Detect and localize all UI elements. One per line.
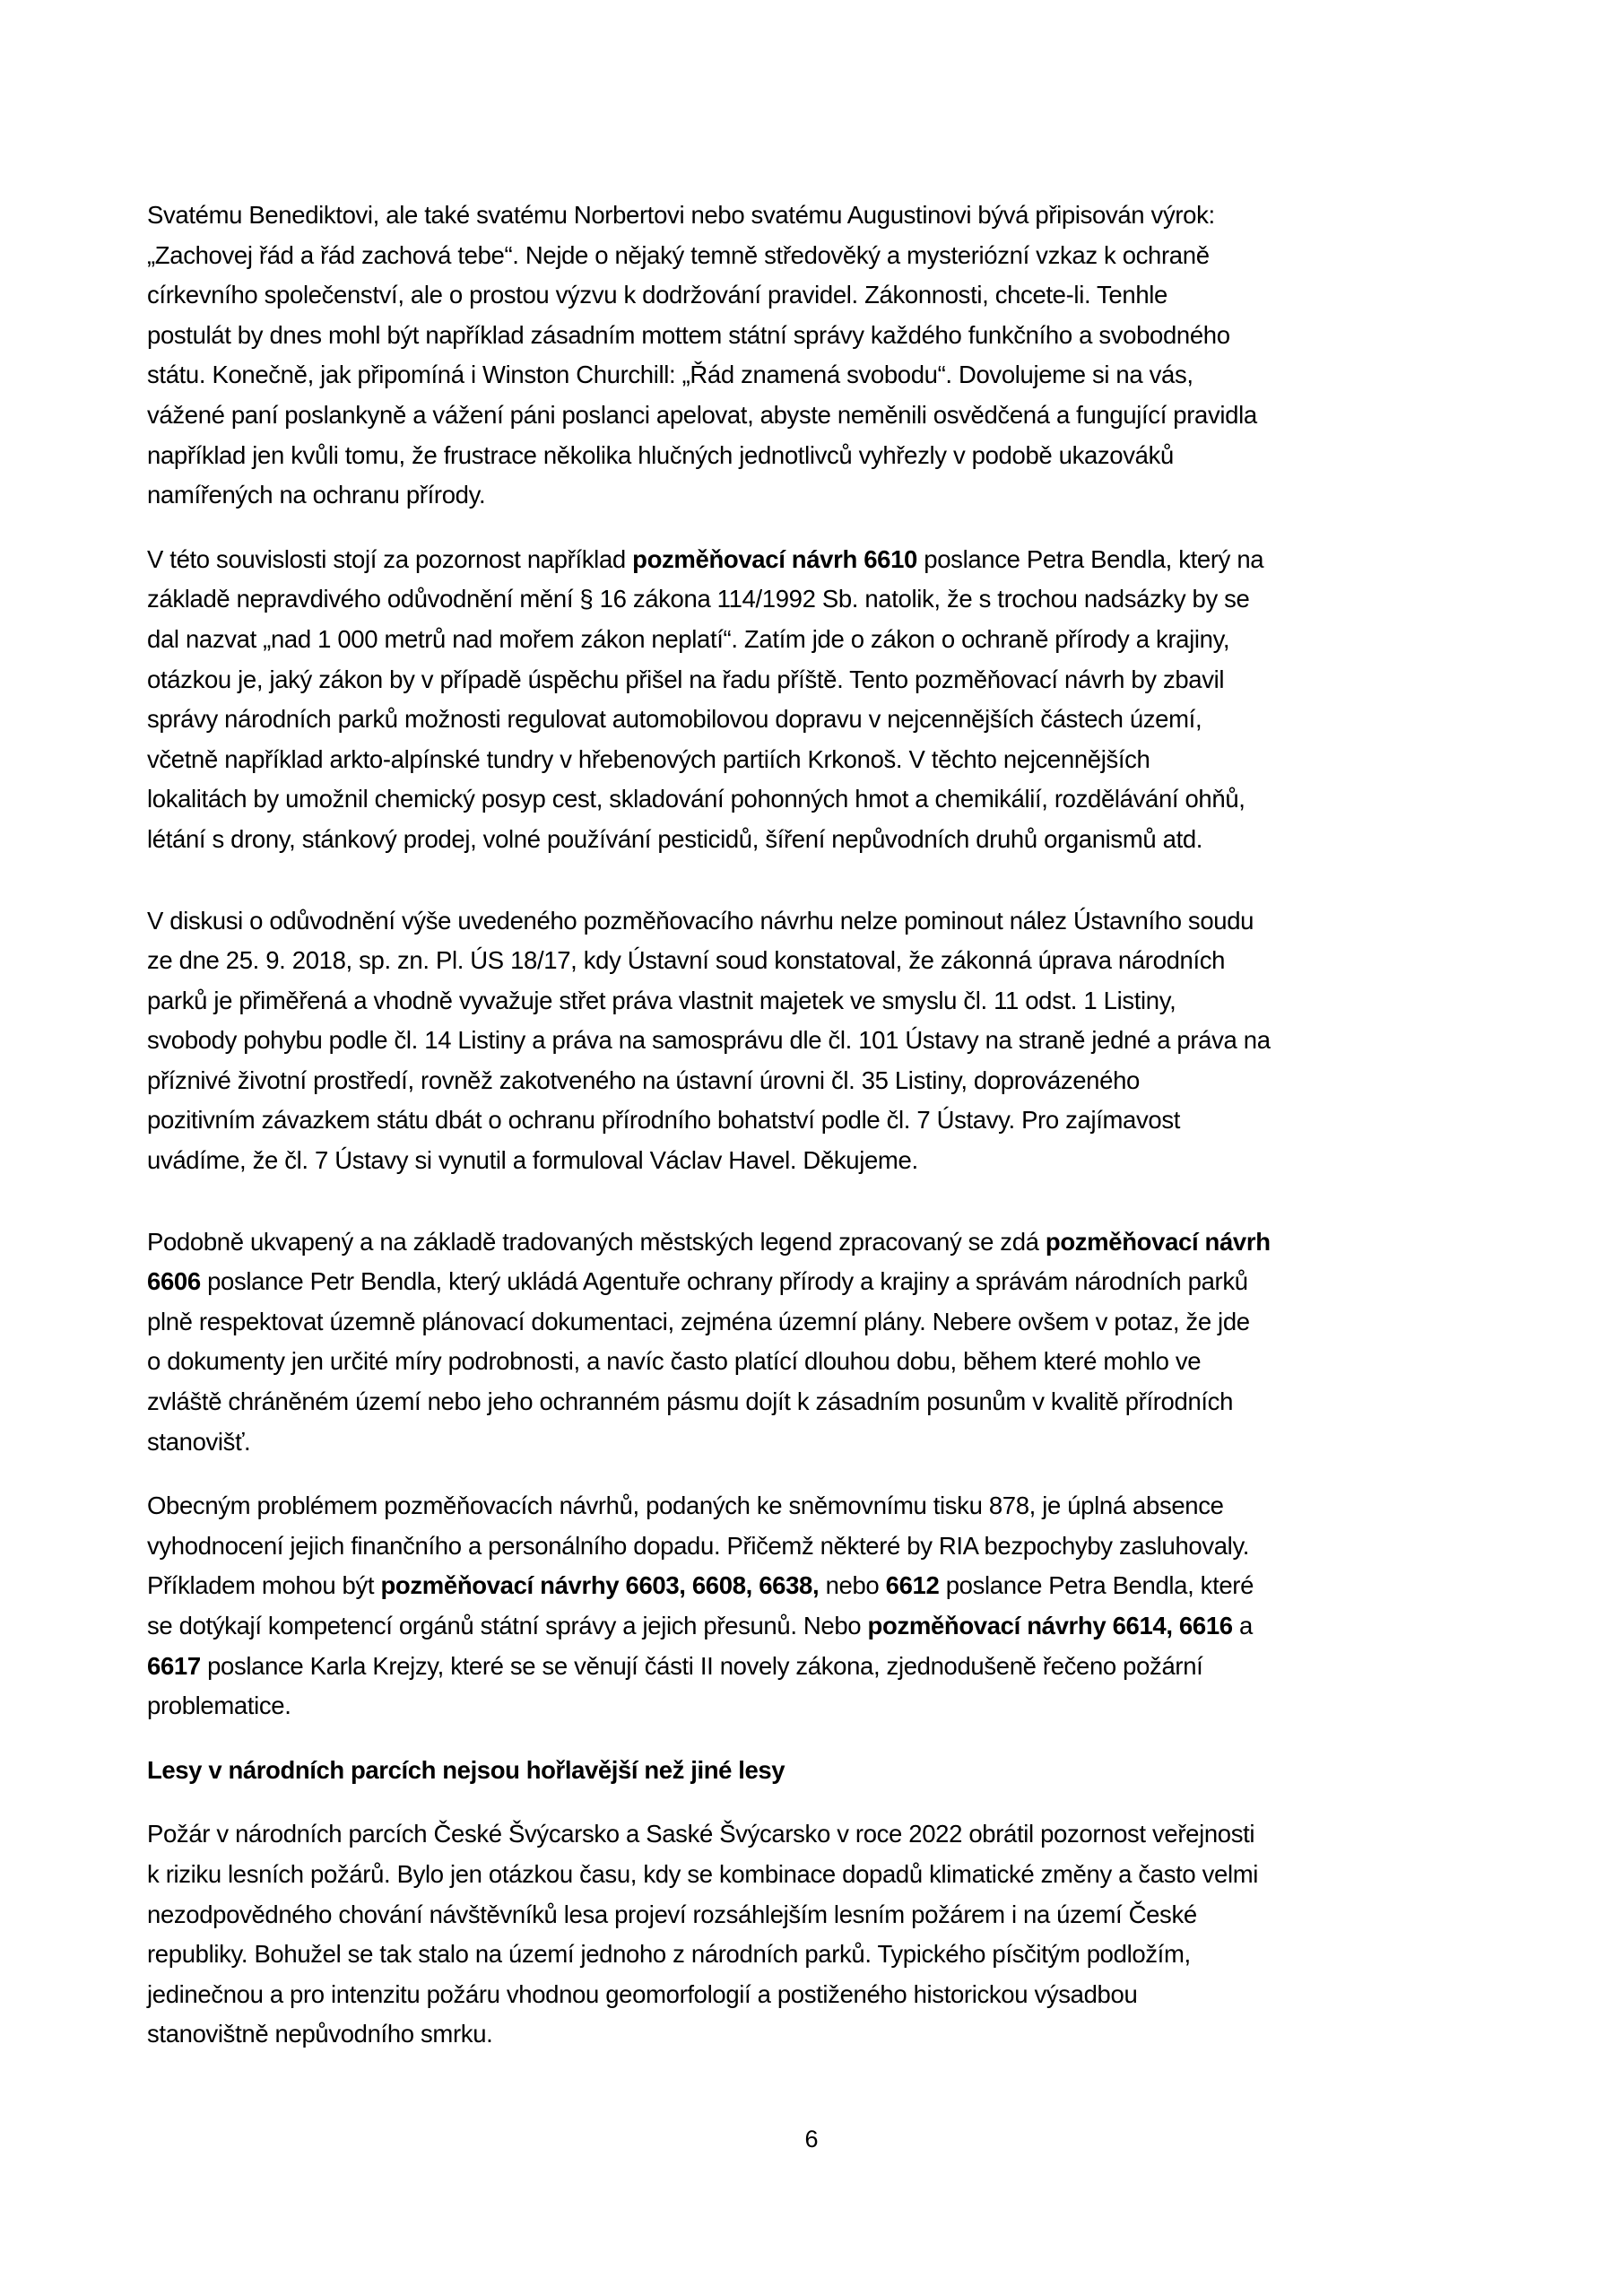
bold-reference: pozměňovací návrhy 6603, 6608, 6638, bbox=[380, 1571, 820, 1600]
text-run: Svatému Benediktovi, ale také svatému Norbertovi nebo svatému Augustinovi bývá připisován výrok: bbox=[147, 201, 1215, 229]
text-run: Požár v národních parcích České Švýcarsko a Saské Švýcarsko v roce 2022 obrátil pozornost veřejnosti bbox=[147, 1820, 1255, 1848]
text-run: se dotýkají kompetencí orgánů státní správy a jejich přesunů. Nebo bbox=[147, 1612, 868, 1639]
text-line bbox=[147, 1061, 1492, 1101]
text-line bbox=[147, 941, 1492, 981]
paragraph-impact-assessment bbox=[147, 1486, 1492, 1726]
text-line bbox=[147, 1975, 1492, 2015]
paragraph-amendment-6610 bbox=[147, 540, 1492, 860]
text-line bbox=[147, 316, 1492, 356]
text-run: a bbox=[1232, 1612, 1253, 1639]
text-line bbox=[147, 1895, 1492, 1935]
text-run: Podobně ukvapený a na základě tradovaných městských legend zpracovaný se zdá bbox=[147, 1227, 1046, 1256]
text-run: postulát by dnes mohl být například zásadním mottem státní správy každého funkčního a svobodného bbox=[147, 320, 1230, 349]
text-line bbox=[147, 1647, 1492, 1687]
text-line bbox=[147, 700, 1492, 740]
page-number: 6 bbox=[804, 2126, 819, 2152]
text-run: jedinečnou a pro intenzitu požáru vhodnou geomorfologií a postiženého historickou výsadbou bbox=[147, 1979, 1138, 2008]
text-run: pozitivním závazkem státu dbát o ochranu přírodního bohatství podle čl. 7 Ústavy. Pro zajímavost bbox=[147, 1106, 1181, 1135]
text-line bbox=[147, 475, 1492, 516]
text-line bbox=[147, 740, 1492, 780]
text-run: vyhodnocení jejich finančního a personálního dopadu. Přičemž některé by RIA bezpochyby zasluhovaly. bbox=[147, 1531, 1250, 1560]
paragraph-amendment-6606 bbox=[147, 1222, 1492, 1463]
paragraph-constitutional-court bbox=[147, 901, 1492, 1181]
text-run: dal nazvat „nad 1 000 metrů nad mořem zákon neplatí“. Zatím jde o zákon o ochraně přírody a krajiny, bbox=[147, 624, 1230, 653]
text-line bbox=[147, 1222, 1492, 1263]
text-line bbox=[147, 1262, 1492, 1302]
text-line bbox=[147, 660, 1492, 700]
text-line bbox=[147, 275, 1492, 316]
text-run: republiky. Bohužel se tak stalo na území jednoho z národních parků. Typického písčitým podložím, bbox=[147, 1940, 1191, 1969]
bold-reference: 6617 bbox=[147, 1651, 201, 1680]
text-run: nebo bbox=[819, 1571, 886, 1600]
text-run: V diskusi o odůvodnění výše uvedeného pozměňovacího návrhu nelze pominout nález Ústavního soudu bbox=[147, 906, 1254, 935]
text-run: poslance Karla Krejzy, které se se věnují části II novely zákona, zjednodušeně řečeno požární bbox=[200, 1651, 1203, 1680]
text-line bbox=[147, 236, 1492, 276]
text-line bbox=[147, 540, 1492, 580]
text-line bbox=[147, 1302, 1492, 1343]
text-run: „Zachovej řád a řád zachová tebe“. Nejde o nějaký temně středověký a mysteriózní vzkaz k ochraně bbox=[147, 240, 1210, 269]
text-line bbox=[147, 820, 1492, 860]
text-run: například jen kvůli tomu, že frustrace několika hlučných jednotlivců vyhřezly v podobě ukazováků bbox=[147, 440, 1174, 469]
text-run: k riziku lesních požárů. Bylo jen otázkou času, kdy se kombinace dopadů klimatické změny a často velmi bbox=[147, 1859, 1259, 1888]
text-line bbox=[147, 1342, 1492, 1382]
text-run: lokalitách by umožnil chemický posyp cest, skladování pohonných hmot a chemikálií, rozdělávání ohňů, bbox=[147, 785, 1245, 813]
paragraph-order-quote bbox=[147, 196, 1492, 516]
text-line bbox=[147, 1814, 1492, 1855]
bold-reference: pozměňovací návrhy 6614, 6616 bbox=[867, 1612, 1233, 1639]
text-run: stanovištně nepůvodního smrku. bbox=[147, 2020, 493, 2048]
text-line bbox=[147, 196, 1492, 236]
section-heading: Lesy v národních parcích nejsou hořlavější než jiné lesy bbox=[147, 1755, 785, 1784]
text-run: otázkou je, jaký zákon by v případě úspěchu přišel na řadu příště. Tento pozměňovací návrh by zbavil bbox=[147, 665, 1225, 693]
text-line bbox=[147, 1935, 1492, 1975]
text-line bbox=[147, 2014, 1492, 2055]
text-line bbox=[147, 1855, 1492, 1895]
text-line bbox=[147, 779, 1492, 820]
text-line bbox=[147, 1422, 1492, 1463]
text-line bbox=[147, 1021, 1492, 1061]
text-line bbox=[147, 1382, 1492, 1422]
text-line bbox=[147, 1606, 1492, 1647]
paragraph-spacer bbox=[147, 1181, 1492, 1222]
paragraph-spacer bbox=[147, 1726, 1492, 1751]
paragraph-spacer bbox=[147, 516, 1492, 540]
text-run: problematice. bbox=[147, 1692, 291, 1720]
bold-reference: 6612 bbox=[885, 1571, 940, 1600]
text-run: létání s drony, stánkový prodej, volné používání pesticidů, šíření nepůvodních druhů organismů atd. bbox=[147, 824, 1203, 853]
text-line bbox=[147, 1486, 1492, 1526]
text-run: V této souvislosti stojí za pozornost například bbox=[147, 544, 633, 573]
text-line bbox=[147, 579, 1492, 620]
text-run: poslance Petr Bendla, který ukládá Agentuře ochrany přírody a krajiny a správám národních parků bbox=[200, 1267, 1248, 1296]
text-run: uvádíme, že čl. 7 Ústavy si vynutil a formuloval Václav Havel. Děkujeme. bbox=[147, 1146, 918, 1175]
text-run: parků je přiměřená a vhodně vyvažuje střet práva vlastnit majetek ve smyslu čl. 11 odst. 1 Listiny, bbox=[147, 986, 1176, 1014]
text-run: poslance Petra Bendla, které bbox=[939, 1571, 1254, 1600]
text-run: státu. Konečně, jak připomíná i Winston Churchill: „Řád znamená svobodu“. Dovolujeme si na vás, bbox=[147, 361, 1193, 389]
text-line bbox=[147, 1566, 1492, 1606]
text-line bbox=[147, 436, 1492, 476]
text-run: nezodpovědného chování návštěvníků lesa projeví rozsáhlejším lesním požárem i na území České bbox=[147, 1900, 1197, 1928]
text-run: namířených na ochranu přírody. bbox=[147, 481, 486, 509]
bold-reference: 6606 bbox=[147, 1267, 201, 1296]
paragraph-forest-fire bbox=[147, 1814, 1492, 2055]
text-line bbox=[147, 901, 1492, 942]
text-run: základě nepravdivého odůvodnění mění § 16 zákona 114/1992 Sb. natolik, že s trochou nadsázky by se bbox=[147, 585, 1250, 613]
text-line bbox=[147, 981, 1492, 1022]
text-run: vážené paní poslankyně a vážení páni poslanci apelovat, abyste neměnili osvědčená a fungující pravidla bbox=[147, 400, 1257, 429]
document-page bbox=[147, 196, 1492, 2055]
paragraph-spacer bbox=[147, 1790, 1492, 1814]
text-run: poslance Petra Bendla, který na bbox=[916, 544, 1264, 573]
text-line bbox=[147, 1526, 1492, 1567]
text-run: Příkladem mohou být bbox=[147, 1571, 381, 1600]
text-line bbox=[147, 396, 1492, 436]
text-run: ze dne 25. 9. 2018, sp. zn. Pl. ÚS 18/17, kdy Ústavní soud konstatoval, že zákonná úprava národních bbox=[147, 946, 1226, 975]
text-run: Obecným problémem pozměňovacích návrhů, podaných ke sněmovnímu tisku 878, je úplná absence bbox=[147, 1492, 1224, 1520]
text-run: správy národních parků možnosti regulovat automobilovou dopravu v nejcennějších částech území, bbox=[147, 705, 1202, 734]
text-run: plně respektovat územně plánovací dokumentaci, zejména územní plány. Nebere ovšem v potaz, že jde bbox=[147, 1307, 1250, 1335]
paragraph-spacer bbox=[147, 860, 1492, 901]
bold-reference: pozměňovací návrh 6610 bbox=[632, 544, 917, 573]
paragraph-spacer bbox=[147, 1462, 1492, 1486]
text-line bbox=[147, 355, 1492, 396]
bold-reference: pozměňovací návrh bbox=[1045, 1227, 1271, 1256]
text-run: církevního společenství, ale o prostou výzvu k dodržování pravidel. Zákonnosti, chcete-li. Tenhle bbox=[147, 281, 1167, 309]
text-run: zvláště chráněném území nebo jeho ochranném pásmu dojít k zásadním posunům v kvalitě přírodních bbox=[147, 1387, 1234, 1416]
text-line bbox=[147, 1686, 1492, 1726]
text-run: stanovišť. bbox=[147, 1427, 251, 1456]
text-run: o dokumenty jen určité míry podrobnosti, a navíc často platící dlouhou dobu, během které mohlo ve bbox=[147, 1347, 1202, 1376]
text-run: svobody pohybu podle čl. 14 Listiny a práva na samosprávu dle čl. 101 Ústavy na straně jedné a práva na bbox=[147, 1026, 1271, 1055]
text-run: včetně například arkto-alpínské tundry v hřebenových partiích Krkonoš. V těchto nejcennějších bbox=[147, 744, 1150, 773]
text-line bbox=[147, 1100, 1492, 1141]
text-run: příznivé životní prostředí, rovněž zakotveného na ústavní úrovni čl. 35 Listiny, doprovázeného bbox=[147, 1065, 1140, 1094]
text-line bbox=[147, 1141, 1492, 1181]
text-line bbox=[147, 620, 1492, 660]
